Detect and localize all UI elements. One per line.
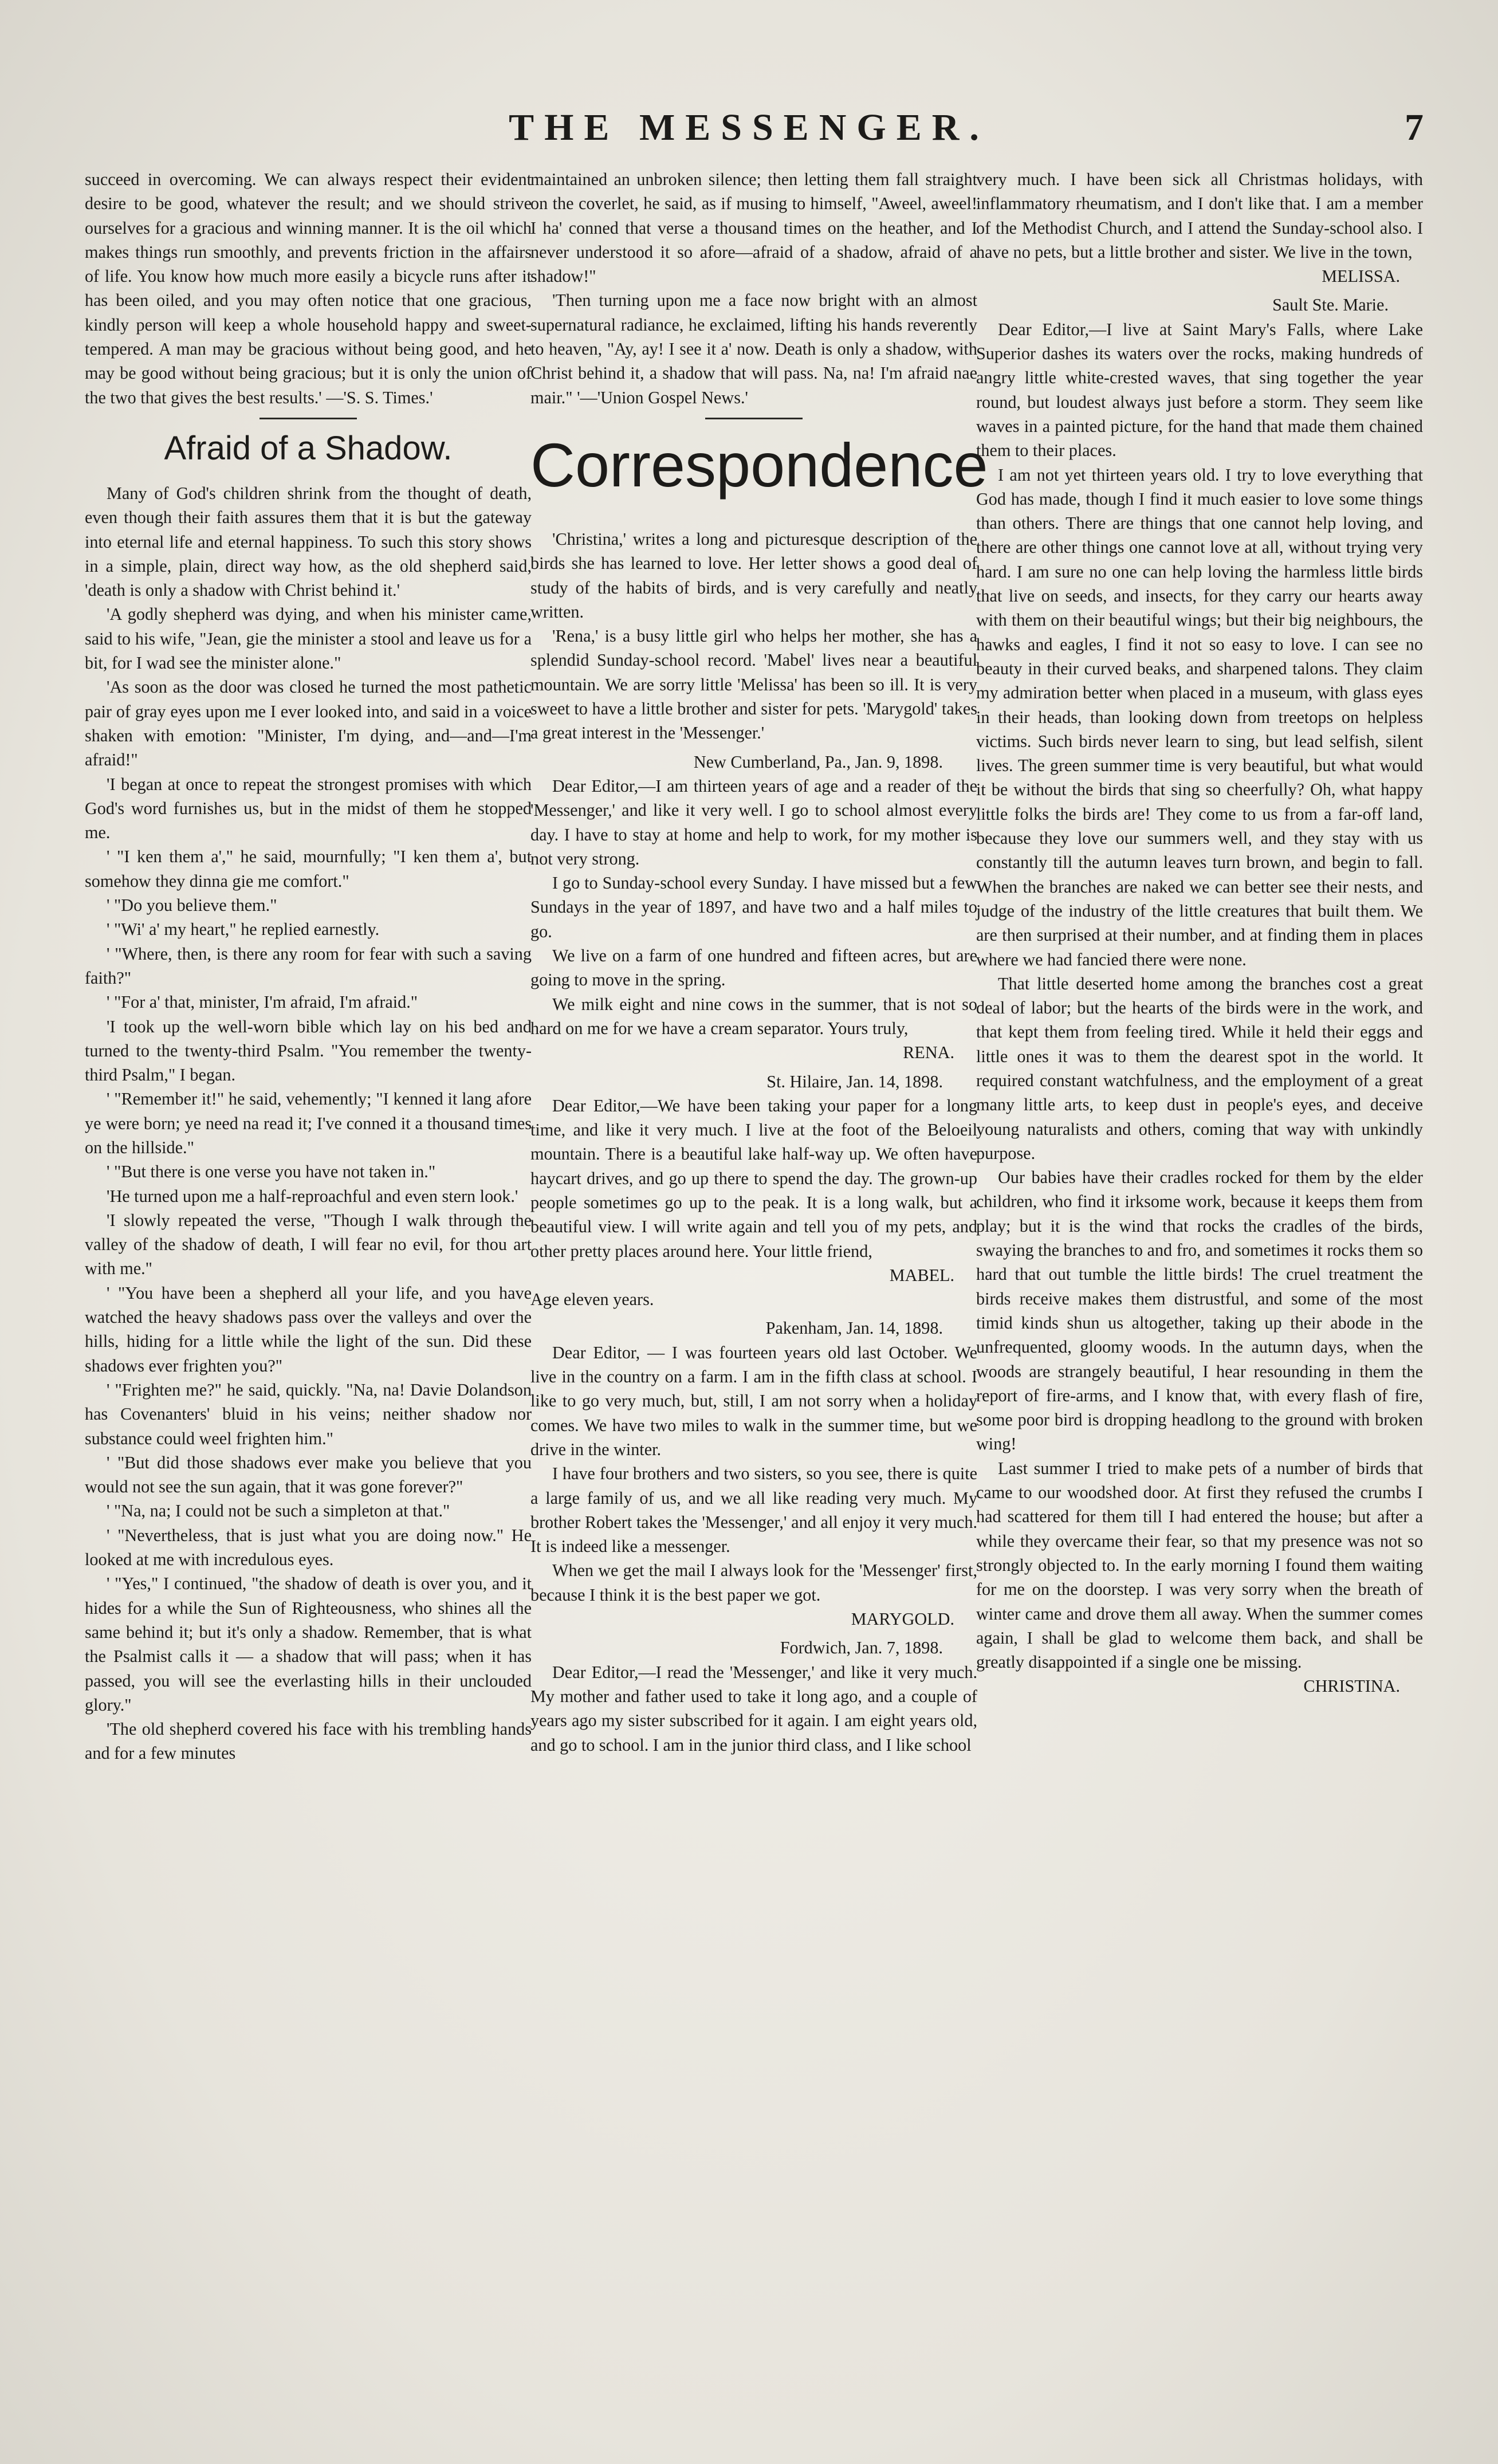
paragraph: 'I slowly repeated the verse, "Though I walk through the valley of the shadow of death, I will fear no evil, for thou art with me." bbox=[85, 1210, 532, 1279]
paragraph: Dear Editor, — I was fourteen years old last October. We live in the country on a farm. I am in the fifth class at school. I like to go very much, but, still, I am not sorry when a holiday comes. We have two miles to walk in the summer time, but we drive in the winter. bbox=[530, 1342, 977, 1459]
paragraph: That little deserted home among the branches cost a great deal of labor; but the hearts of the birds were in the work, and that kept them from feeling tired. While it held their eggs and little ones it was to them the dearest spot in the world. It required constant watchfulness, and the employment of a great many little arts, to keep dust in people's eyes, and deceive young naturalists and others, coming that way with unkindly purpose. bbox=[976, 973, 1423, 1163]
letter-signature: CHRISTINA. bbox=[1303, 1676, 1400, 1696]
paragraph: very much. I have been sick all Christmas holidays, with inflammatory rheumatism, and I don't like that. I am a member of the Methodist Church, and I attend the Sunday-school also. I have no pets, but a little brother and sister. We live in the town, bbox=[976, 170, 1423, 262]
paragraph: 'I began at once to repeat the strongest promises with which God's word furnishes us, but in the midst of them he stopped me. bbox=[85, 774, 532, 843]
article-heading-afraid-of-a-shadow: Afraid of a Shadow. bbox=[164, 429, 453, 467]
paragraph: We milk eight and nine cows in the summer, that is not so hard on me for we have a cream separator. Yours truly, bbox=[530, 994, 977, 1038]
paragraph: Dear Editor,—I read the 'Messenger,' and like it very much. My mother and father used to take it long ago, and a couple of years ago my sister subscribed for it again. I am eight years old, and go to school. I am in the junior third class, and I like school bbox=[530, 1662, 977, 1755]
paragraph: 'A godly shepherd was dying, and when his minister came, said to his wife, "Jean, gie the minister a stool and leave us for a bit, for I wad see the minister alone." bbox=[85, 604, 532, 673]
column-2 bbox=[530, 167, 988, 1757]
paragraph: ' "You have been a shepherd all your life, and you have watched the heavy shadows pass over the valleys and over the hills, hiding for a little while the light of the sun. Did these shadows ever frighten you?" bbox=[85, 1283, 532, 1376]
divider bbox=[705, 418, 803, 419]
section-heading-correspondence: Correspondence bbox=[530, 430, 988, 500]
paragraph: I go to Sunday-school every Sunday. I have missed but a few Sundays in the year of 1897, and have two and a half miles to go. bbox=[530, 873, 977, 941]
paragraph: 'I took up the well-worn bible which lay on his bed and turned to the twenty-third Psalm. "You remember the twenty-third Psalm," I began. bbox=[85, 1016, 532, 1085]
paragraph: ' "Yes," I continued, "the shadow of death is over you, and it hides for a while the Sun of Righteousness, who shines all the same behind it; but it's only a shadow. Remember, that is what the Psalmist calls it — a shadow that will pass; when it has passed, you will see the everlasting hills in their unclouded glory." bbox=[85, 1574, 532, 1715]
letter-dateline: New Cumberland, Pa., Jan. 9, 1898. bbox=[693, 752, 943, 772]
paragraph: ' "Remember it!" he said, vehemently; "I kenned it lang afore ye were born; ye need na read it; I've conned it a thousand times on the hillside." bbox=[85, 1089, 532, 1157]
divider bbox=[260, 418, 357, 419]
paragraph: Many of God's children shrink from the thought of death, even though their faith assures them that it is but the gateway into eternal life and eternal happiness. To such this story shows in a simple, plain, direct way how, as the old shepherd said, 'death is only a shadow with Christ behind it.' bbox=[85, 483, 532, 600]
column-3 bbox=[976, 167, 1423, 1699]
paragraph: ' "Frighten me?" he said, quickly. "Na, na! Davie Dolandson has Covenanters' bluid in his veins; neither shadow nor substance could weel frighten him." bbox=[85, 1380, 532, 1448]
paragraph: succeed in overcoming. We can always respect their evident desire to be good, whatever the result; and we should strive ourselves for a gracious and winning manner. It is the oil which makes things run smoothly, and prevents friction in the affairs of life. You know how much more easily a bicycle runs after it has been oiled, and you may often notice that one gracious, kindly person will keep a whole household happy and sweet-tempered. A man may be gracious without being good, and he may be good without being gracious; but it is only the union of the two that gives the best results.' —'S. S. Times.' bbox=[85, 170, 532, 407]
paragraph: When we get the mail I always look for the 'Messenger' first, because I think it is the best paper we got. bbox=[530, 1561, 977, 1605]
letter-signature: RENA. bbox=[903, 1043, 954, 1063]
paragraph: We live on a farm of one hundred and fifteen acres, but are going to move in the spring. bbox=[530, 946, 977, 990]
page-header bbox=[74, 100, 1424, 163]
paragraph: 'He turned upon me a half-reproachful and even stern look.' bbox=[107, 1186, 518, 1206]
paragraph: I am not yet thirteen years old. I try to love everything that God has made, though I find it much easier to love some things than others. There are things that one cannot help loving, and there are other things one cannot love at all, without trying very hard. I am sure no one can help loving the harmless little birds that live on seeds, and insects, for they carry our hearts away with them on their beautiful wings; but their big neighbours, the hawks and eagles, I find it not so easy to love. I can see no beauty in their curved beaks, and sharpened talons. They claim my admiration better when placed in a museum, with glass eyes in their heads, than looking down from treetops on helpless victims. Such birds never learn to sing, but lead selfish, silent lives. The green summer time is very beautiful, but what would it be without the birds that sing so cheerfully? Oh, what happy little folks the birds are! They come to us from a far-off land, because they love our summers well, and they stay with us constantly till the autumn leaves turn brown, and begin to fall. When the branches are naked we can better see their nests, and judge of the industry of the little creatures that built them. We are then surprised at their number, and at finding them in places where we had fancied there were none. bbox=[976, 465, 1423, 969]
paragraph: ' "Where, then, is there any room for fear with such a saving faith?" bbox=[85, 944, 532, 988]
paragraph: ' "Nevertheless, that is just what you are doing now." He looked at me with incredulous eyes. bbox=[85, 1525, 532, 1570]
paragraph: 'Then turning upon me a face now bright with an almost supernatural radiance, he exclaimed, lifting his hands reverently to heaven, "Ay, ay! I see it a' now. Death is only a shadow, with Christ behind it, a shadow that will pass. Na, na! I'm afraid nae mair." '—'Union Gospel News.' bbox=[530, 290, 977, 407]
letter-dateline: St. Hilaire, Jan. 14, 1898. bbox=[766, 1071, 943, 1091]
paragraph: 'The old shepherd covered his face with his trembling hands and for a few minutes bbox=[85, 1719, 532, 1763]
paragraph: 'Rena,' is a busy little girl who helps her mother, she has a splendid Sunday-school record. 'Mabel' lives near a beautiful mountain. We are sorry little 'Melissa' has been so ill. It is very sweet to have a little brother and sister for pets. 'Marygold' takes a great interest in the 'Messenger.' bbox=[530, 626, 977, 743]
letter-signature: MARYGOLD. bbox=[851, 1609, 954, 1629]
paragraph: ' "I ken them a'," he said, mournfully; "I ken them a', but somehow they dinna gie me comfort." bbox=[85, 847, 532, 891]
paragraph: Our babies have their cradles rocked for them by the elder children, who find it irksome work, because it keeps them from play; but it is the wind that rocks the cradles of the birds, swaying the branches to and fro, and sometimes it rocks them so hard that out tumble the little birds! The cruel treatment the birds receive makes them distrustful, and some of the most timid kinds shun us altogether, taking up their abode in the unfrequented, gloomy woods. In the autumn days, when the woods are strangely beautiful, I hear resounding in them the report of fire-arms, and I know that, with every flash of fire, some poor bird is dropping headlong to the ground with broken wing! bbox=[976, 1168, 1423, 1454]
paragraph: ' "Do you believe them." bbox=[107, 895, 277, 915]
letter-signature: MELISSA. bbox=[1322, 266, 1400, 286]
paragraph: Dear Editor,—I am thirteen years of age and a reader of the 'Messenger,' and like it very well. I go to school almost every day. I have to stay at home and help to work, for my mother is not very strong. bbox=[530, 776, 977, 869]
paragraph: Dear Editor,—I live at Saint Mary's Falls, where Lake Superior dashes its waters over the rocks, making hundreds of angry little white-crested waves, that sing together the year round, but loudest always just before a storm. They seem like waves in a painted picture, for the hand that made them chained them to their places. bbox=[976, 319, 1423, 461]
column-1 bbox=[85, 167, 532, 1766]
paragraph: maintained an unbroken silence; then letting them fall straight on the coverlet, he said, as if musing to himself, "Aweel, aweel! I ha' conned that verse a thousand times on the heather, and I never understood it so afore—afraid of a shadow, afraid of a shadow!" bbox=[530, 170, 977, 286]
paragraph: ' "But there is one verse you have not taken in." bbox=[107, 1162, 436, 1182]
paragraph: ' "For a' that, minister, I'm afraid, I'm afraid." bbox=[107, 992, 418, 1012]
paragraph: 'As soon as the door was closed he turned the most pathetic pair of gray eyes upon me I ever looked into, and said in a voice shaken with emotion: "Minister, I'm dying, and—and—I'm afraid!" bbox=[85, 677, 532, 770]
paragraph: I have four brothers and two sisters, so you see, there is quite a large family of us, and we all like reading very much. My brother Robert takes the 'Messenger,' and all enjoy it very much. It is indeed like a messenger. bbox=[530, 1464, 977, 1557]
paragraph: 'Christina,' writes a long and picturesque description of the birds she has learned to love. Her letter shows a good deal of study of the habits of birds, and is very carefully and neatly written. bbox=[530, 529, 977, 622]
paragraph: Dear Editor,—We have been taking your paper for a long time, and like it very much. I live at the foot of the Beloeil mountain. There is a beautiful lake half-way up. We often have haycart drives, and go up there to spend the day. The grown-up people sometimes go up to the peak. It is a long walk, but a beautiful view. I will write again and tell you of my pets, and other pretty places around here. Your little friend, bbox=[530, 1095, 977, 1261]
paragraph: ' "Na, na; I could not be such a simpleton at that." bbox=[107, 1501, 450, 1521]
masthead-title: THE MESSENGER. bbox=[509, 107, 989, 148]
letter-dateline: Fordwich, Jan. 7, 1898. bbox=[780, 1638, 943, 1658]
paragraph: ' "Wi' a' my heart," he replied earnestly. bbox=[107, 919, 380, 940]
letter-signature: MABEL. bbox=[889, 1265, 954, 1285]
letter-dateline: Pakenham, Jan. 14, 1898. bbox=[765, 1318, 943, 1338]
paragraph: Last summer I tried to make pets of a number of birds that came to our woodshed door. At first they refused the crumbs I had scattered for them till I had entered the house; but after a while they overcame their fear, so that my presence was not so strongly objected to. In the early morning I found them waiting for me on the doorstep. I was very sorry when the breath of winter came and drove them all away. When the summer comes again, I shall be glad to welcome them back, and shall be greatly disappointed if a single one be missing. bbox=[976, 1458, 1423, 1672]
page-number: 7 bbox=[1405, 107, 1424, 148]
paragraph: Age eleven years. bbox=[530, 1290, 654, 1310]
letter-dateline: Sault Ste. Marie. bbox=[1272, 295, 1389, 315]
paragraph: ' "But did those shadows ever make you believe that you would not see the sun again, that it was gone forever?" bbox=[85, 1452, 532, 1497]
